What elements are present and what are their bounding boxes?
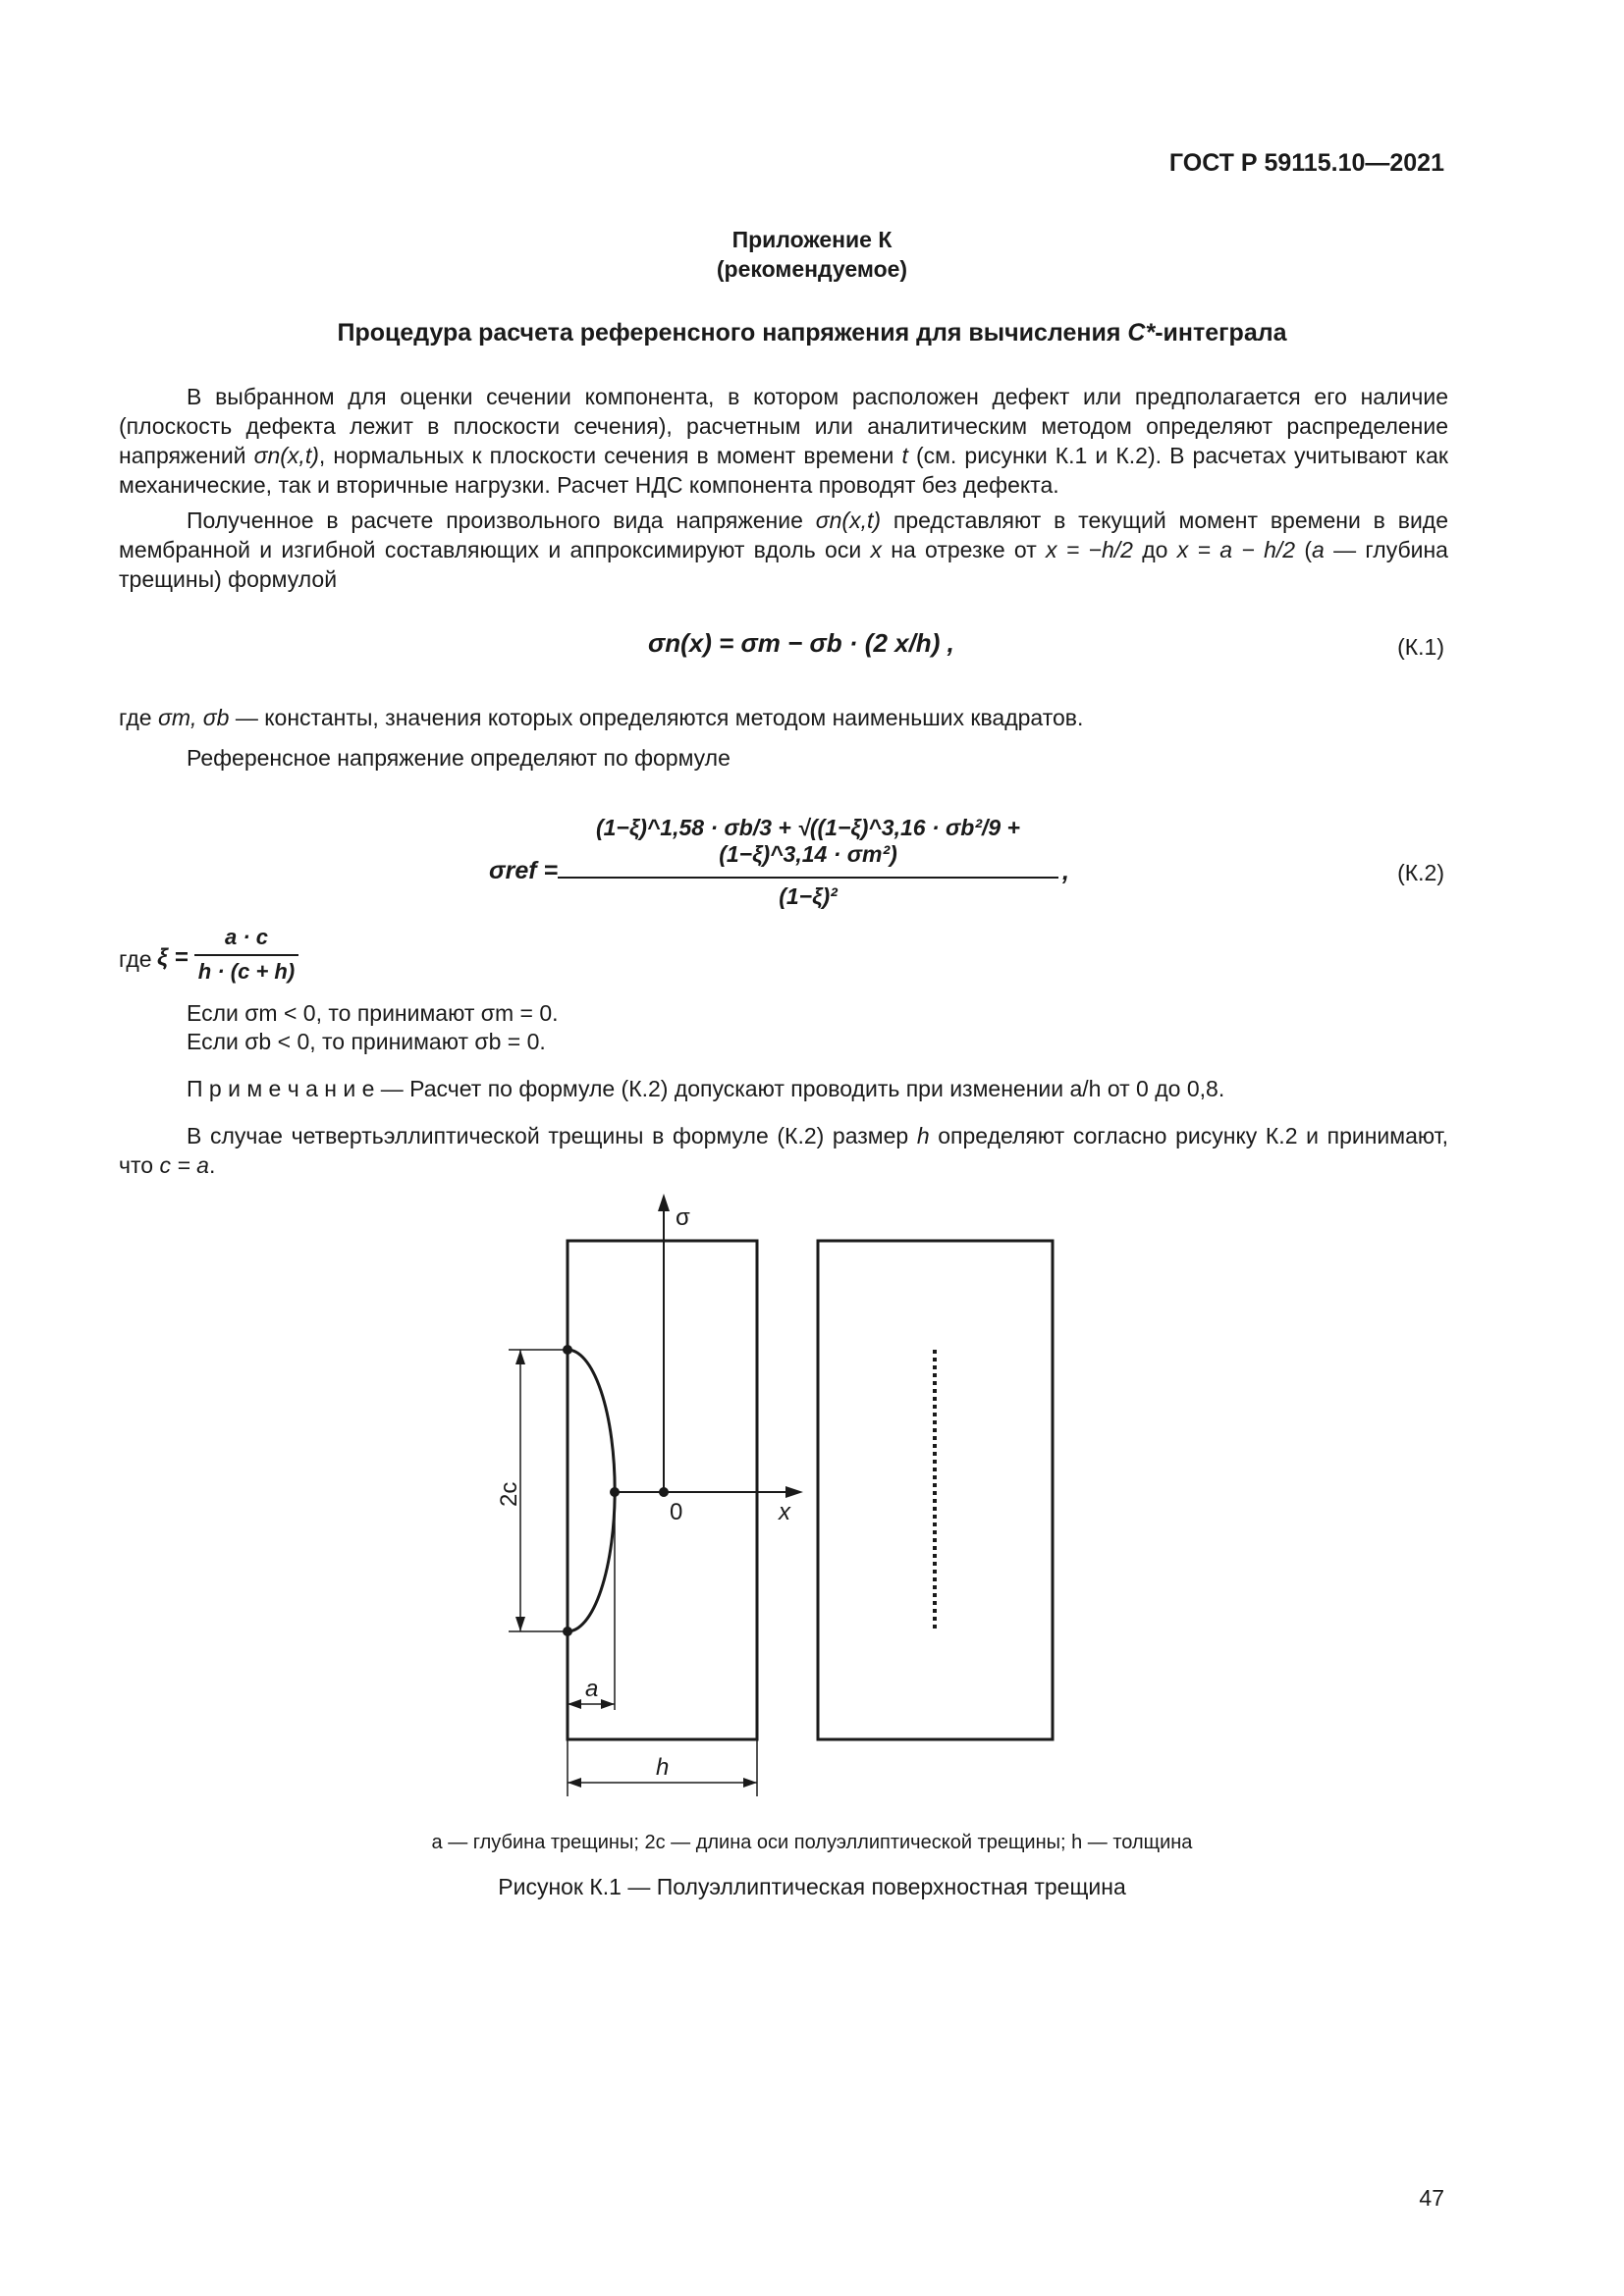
xi-denominator: h · (c + h)	[197, 959, 296, 984]
dimension-h-label: h	[656, 1754, 670, 1781]
paragraph-1: В выбранном для оценки сечении компонента, в котором расположен дефект или предполагается его наличие (плоскость дефекта лежит в плоскости сечения), расчетным или аналитическим методом определяют распределение напряжений σn(x,t), нормальных к плоскости сечения в момент времени t (см. рисунки К.1 и К.2). В расчетах учитывают как механические, так и вторичные нагрузки. Расчет НДС компонента проводят без дефекта.	[119, 384, 1448, 498]
equation-k1-label: (К.1)	[1397, 634, 1444, 660]
dimension-h-arrow-left	[568, 1778, 581, 1788]
origin-point	[659, 1487, 669, 1497]
paragraph-2: Полученное в расчете произвольного вида напряжение σn(x,t) представляют в текущий момент времени в виде мембранной и изгибной составляющих и аппроксимируют вдоль оси x на отрезке от x = −h/2 до x = a − h/2 (a — глубина трещины) формулой	[119, 507, 1448, 592]
note-label: П р и м е ч а н и е	[187, 1076, 375, 1101]
sigma-axis-label: σ	[676, 1204, 690, 1231]
equation-k2-lhs: σref =	[489, 857, 559, 884]
equation-k2-label: (К.2)	[1397, 860, 1444, 885]
appendix-title: Приложение К	[731, 227, 893, 252]
plate-section-right	[818, 1241, 1053, 1739]
dimension-h-arrow-right	[743, 1778, 757, 1788]
dimension-2c-arrow-top	[515, 1350, 525, 1364]
equation-k2-numerator: (1−ξ)^1,58 · σb/3 + √((1−ξ)^3,16 · σb²/9 + (1−ξ)^3,14 · σm²)	[595, 815, 1020, 867]
appendix-subtitle: (рекомендуемое)	[716, 256, 908, 282]
figure-legend: a — глубина трещины; 2c — длина оси полуэллиптической трещины; h — толщина	[431, 1832, 1193, 1853]
condition-sigma-m: Если σm < 0, то принимают σm = 0.	[187, 1000, 559, 1026]
equation-k2-denominator: (1−ξ)²	[779, 883, 838, 909]
condition-sigma-b: Если σb < 0, то принимают σb = 0.	[187, 1029, 546, 1054]
dimension-2c-arrow-bottom	[515, 1617, 525, 1631]
equation-k2-comma: ,	[1062, 858, 1069, 885]
origin-label: 0	[670, 1499, 683, 1525]
xi-symbol: ξ =	[157, 944, 189, 971]
paragraph-quarter-elliptic: В случае четвертьэллиптической трещины в формуле (К.2) размер h определяют согласно рисунку К.2 и принимают, что c = a.	[119, 1123, 1448, 1178]
dimension-a-arrow-left	[568, 1699, 581, 1709]
page-number: 47	[1419, 2185, 1444, 2211]
equation-k1: σn(x) = σm − σb · (2 x/h) ,	[648, 628, 954, 658]
crack-end-point-bottom	[563, 1627, 572, 1636]
where-constants: где σm, σb — константы, значения которых определяются методом наименьших квадратов.	[119, 705, 1084, 730]
xi-numerator: a · c	[224, 925, 269, 949]
note-text: — Расчет по формуле (К.2) допускают проводить при изменении a/h от 0 до 0,8.	[374, 1076, 1225, 1101]
document-code: ГОСТ Р 59115.10—2021	[1168, 149, 1444, 177]
crack-tip-point	[610, 1487, 620, 1497]
reference-intro: Референсное напряжение определяют по формуле	[187, 745, 731, 771]
x-axis-arrowhead	[785, 1486, 803, 1498]
x-axis-label: x	[779, 1499, 790, 1525]
section-heading: Процедура расчета референсного напряжения для вычисления C*-интеграла	[337, 319, 1287, 347]
dimension-2c-label: 2c	[496, 1481, 522, 1507]
figure-title: Рисунок К.1 — Полуэллиптическая поверхностная трещина	[498, 1874, 1126, 1899]
dimension-a-arrow-right	[601, 1699, 615, 1709]
dimension-a-label: a	[585, 1676, 599, 1702]
xi-where: где	[119, 946, 152, 972]
semi-elliptical-crack	[568, 1350, 615, 1631]
sigma-axis-arrowhead	[658, 1194, 670, 1211]
crack-end-point-top	[563, 1345, 572, 1355]
